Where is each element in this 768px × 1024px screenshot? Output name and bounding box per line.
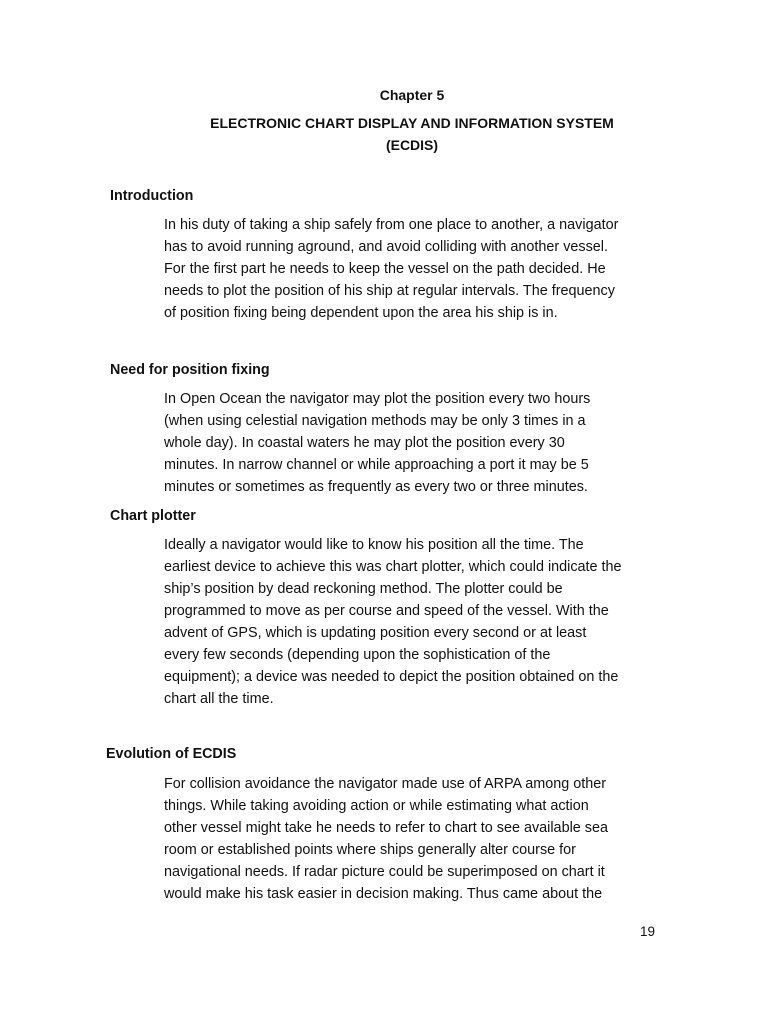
section-heading-need-for-position-fixing: Need for position fixing xyxy=(110,362,270,378)
section-paragraph-chart-plotter xyxy=(164,534,664,710)
paragraph-line: For the first part he needs to keep the vessel on the path decided. He xyxy=(164,261,606,277)
paragraph-line: advent of GPS, which is updating position every second or at least xyxy=(164,625,587,641)
paragraph-line: equipment); a device was needed to depict the position obtained on the xyxy=(164,669,619,685)
chapter-title-line-1: ELECTRONIC CHART DISPLAY AND INFORMATION SYSTEM xyxy=(210,115,614,131)
paragraph-line: has to avoid running aground, and avoid colliding with another vessel. xyxy=(164,239,609,255)
paragraph-line: In Open Ocean the navigator may plot the position every two hours xyxy=(164,391,591,407)
paragraph-line: minutes or sometimes as frequently as every two or three minutes. xyxy=(164,479,588,495)
chapter-title-line-2: (ECDIS) xyxy=(385,137,439,153)
paragraph-line: other vessel might take he needs to refer to chart to see available sea xyxy=(164,820,608,836)
paragraph-line: whole day). In coastal waters he may plot the position every 30 xyxy=(164,435,565,451)
paragraph-line: every few seconds (depending upon the sophistication of the xyxy=(164,647,551,663)
section-heading-introduction: Introduction xyxy=(110,188,194,204)
chapter-label: Chapter 5 xyxy=(379,87,445,103)
paragraph-line: minutes. In narrow channel or while approaching a port it may be 5 xyxy=(164,457,589,473)
paragraph-line: room or established points where ships generally alter course for xyxy=(164,842,576,858)
paragraph-line: earliest device to achieve this was chart plotter, which could indicate the xyxy=(164,559,622,575)
paragraph-line: For collision avoidance the navigator made use of ARPA among other xyxy=(164,776,607,792)
section-heading-chart-plotter: Chart plotter xyxy=(110,508,196,524)
paragraph-line: chart all the time. xyxy=(164,691,274,707)
section-paragraph-need-for-position-fixing xyxy=(164,388,664,498)
paragraph-line: needs to plot the position of his ship at regular intervals. The frequency xyxy=(164,283,615,299)
paragraph-line: ship’s position by dead reckoning method. The plotter could be xyxy=(164,581,563,597)
paragraph-line: things. While taking avoiding action or while estimating what action xyxy=(164,798,589,814)
paragraph-line: (when using celestial navigation methods may be only 3 times in a xyxy=(164,413,586,429)
section-paragraph-evolution-of-ecdis xyxy=(164,773,664,905)
paragraph-line: of position fixing being dependent upon the area his ship is in. xyxy=(164,305,558,321)
paragraph-line: In his duty of taking a ship safely from one place to another, a navigator xyxy=(164,217,619,233)
paragraph-line: programmed to move as per course and speed of the vessel. With the xyxy=(164,603,609,619)
paragraph-line: navigational needs. If radar picture could be superimposed on chart it xyxy=(164,864,605,880)
section-paragraph-introduction xyxy=(164,214,664,324)
section-heading-evolution-of-ecdis: Evolution of ECDIS xyxy=(106,746,237,762)
page-number: 19 xyxy=(640,924,656,939)
paragraph-line: would make his task easier in decision making. Thus came about the xyxy=(164,886,603,902)
paragraph-line: Ideally a navigator would like to know his position all the time. The xyxy=(164,537,584,553)
